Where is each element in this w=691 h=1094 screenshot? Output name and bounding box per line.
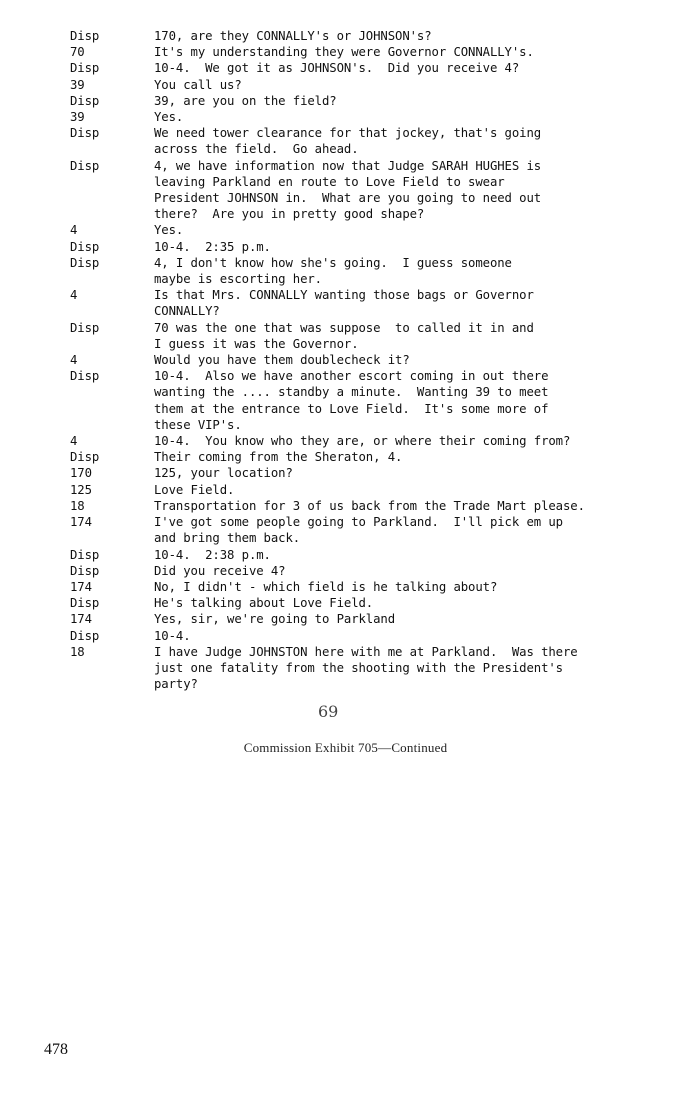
- transcript-line: [0, 660, 691, 676]
- transcript-line: [0, 514, 691, 530]
- utterance-text: maybe is escorting her.: [154, 272, 322, 287]
- transcript-line: [0, 595, 691, 611]
- speaker-label: 170: [70, 466, 92, 481]
- utterance-text: We need tower clearance for that jockey, that's going: [154, 126, 542, 141]
- utterance-text: across the field. Go ahead.: [154, 142, 359, 157]
- utterance-text: 10-4. You know who they are, or where their coming from?: [154, 434, 571, 449]
- transcript-line: [0, 271, 691, 287]
- transcript-line: [0, 109, 691, 125]
- utterance-text: 10-4. 2:35 p.m.: [154, 239, 271, 254]
- transcript-line: [0, 676, 691, 692]
- speaker-label: 18: [70, 644, 85, 659]
- page-number: 478: [44, 1041, 68, 1058]
- utterance-text: He's talking about Love Field.: [154, 596, 374, 611]
- transcript-line: [0, 579, 691, 595]
- page-code: 69: [318, 702, 339, 721]
- transcript-line: [0, 417, 691, 433]
- speaker-label: 4: [70, 434, 78, 449]
- transcript-line: [0, 368, 691, 384]
- transcript-line: [0, 28, 691, 44]
- transcript-line: [0, 465, 691, 481]
- speaker-label: [0, 303, 154, 319]
- transcript-line: [0, 628, 691, 644]
- speaker-label: [0, 417, 154, 433]
- speaker-label: 4: [70, 288, 78, 303]
- speaker-label: Disp: [70, 126, 100, 141]
- speaker-label: [0, 206, 154, 222]
- speaker-label: Disp: [70, 450, 100, 465]
- speaker-label: 18: [70, 498, 85, 513]
- speaker-label: 4: [70, 223, 78, 238]
- speaker-label: Disp: [70, 596, 100, 611]
- speaker-label: [0, 676, 154, 692]
- utterance-text: these VIP's.: [154, 417, 242, 432]
- utterance-text: President JOHNSON in. What are you going to need out: [154, 191, 542, 206]
- utterance-text: 39, are you on the field?: [154, 93, 337, 108]
- transcript-line: [0, 547, 691, 563]
- utterance-text: 70 was the one that was suppose to called it in and: [154, 320, 534, 335]
- speaker-label: Disp: [70, 29, 100, 43]
- transcript-line: [0, 239, 691, 255]
- transcript-line: [0, 449, 691, 465]
- utterance-text: I have Judge JOHNSTON here with me at Parkland. Was there: [154, 644, 578, 659]
- speaker-label: Disp: [70, 93, 100, 108]
- speaker-label: Disp: [70, 547, 100, 562]
- transcript-line: [0, 336, 691, 352]
- transcript-line: [0, 320, 691, 336]
- transcript-line: [0, 158, 691, 174]
- speaker-label: 4: [70, 353, 78, 368]
- utterance-text: 10-4. We got it as JOHNSON's. Did you receive 4?: [154, 61, 520, 76]
- utterance-text: party?: [154, 677, 198, 692]
- speaker-label: Disp: [70, 158, 100, 173]
- utterance-text: Is that Mrs. CONNALLY wanting those bags or Governor: [154, 288, 534, 303]
- utterance-text: I guess it was the Governor.: [154, 336, 359, 351]
- speaker-label: [0, 660, 154, 676]
- utterance-text: No, I didn't - which field is he talking about?: [154, 579, 498, 594]
- speaker-label: Disp: [70, 239, 100, 254]
- speaker-label: 174: [70, 612, 92, 627]
- transcript-line: [0, 141, 691, 157]
- transcript-line: [0, 384, 691, 400]
- exhibit-caption: Commission Exhibit 705—Continued: [243, 740, 448, 755]
- speaker-label: 39: [70, 110, 85, 125]
- utterance-text: there? Are you in pretty good shape?: [154, 207, 425, 222]
- speaker-label: Disp: [70, 563, 100, 578]
- transcript-line: [0, 44, 691, 60]
- speaker-label: Disp: [70, 255, 100, 270]
- speaker-label: 174: [70, 515, 92, 530]
- utterance-text: 10-4.: [154, 628, 191, 643]
- utterance-text: 4, we have information now that Judge SARAH HUGHES is: [154, 158, 542, 173]
- transcript-line: [0, 482, 691, 498]
- utterance-text: CONNALLY?: [154, 304, 220, 319]
- speaker-label: Disp: [70, 628, 100, 643]
- transcript-line: [0, 125, 691, 141]
- utterance-text: 125, your location?: [154, 466, 293, 481]
- speaker-label: Disp: [70, 320, 100, 335]
- speaker-label: Disp: [70, 369, 100, 384]
- speaker-label: [0, 174, 154, 190]
- transcript-line: [0, 174, 691, 190]
- transcript-line: [0, 60, 691, 76]
- utterance-text: and bring them back.: [154, 531, 301, 546]
- transcript-line: [0, 77, 691, 93]
- speaker-label: [0, 336, 154, 352]
- transcript-line: [0, 498, 691, 514]
- utterance-text: You call us?: [154, 77, 242, 92]
- utterance-text: Their coming from the Sheraton, 4.: [154, 450, 403, 465]
- transcript-line: [0, 563, 691, 579]
- transcript-line: [0, 255, 691, 271]
- utterance-text: Transportation for 3 of us back from the Trade Mart please.: [154, 498, 585, 513]
- utterance-text: wanting the .... standby a minute. Wanting 39 to meet: [154, 385, 549, 400]
- speaker-label: [0, 271, 154, 287]
- transcript-line: [0, 222, 691, 238]
- speaker-label: Disp: [70, 61, 100, 76]
- utterance-text: Yes.: [154, 223, 184, 238]
- transcript-line: [0, 287, 691, 303]
- transcript-line: [0, 401, 691, 417]
- utterance-text: Did you receive 4?: [154, 563, 286, 578]
- utterance-text: Would you have them doublecheck it?: [154, 353, 410, 368]
- speaker-label: 39: [70, 77, 85, 92]
- transcript-line: [0, 303, 691, 319]
- speaker-label: 174: [70, 579, 92, 594]
- radio-transcript: [0, 28, 691, 692]
- transcript-line: [0, 611, 691, 627]
- utterance-text: just one fatality from the shooting with the President's: [154, 660, 563, 675]
- speaker-label: 70: [70, 45, 85, 60]
- utterance-text: Love Field.: [154, 482, 235, 497]
- transcript-line: [0, 93, 691, 109]
- speaker-label: [0, 401, 154, 417]
- transcript-line: [0, 433, 691, 449]
- utterance-text: Yes.: [154, 110, 184, 125]
- utterance-text: 10-4. 2:38 p.m.: [154, 547, 271, 562]
- transcript-line: [0, 352, 691, 368]
- utterance-text: It's my understanding they were Governor CONNALLY's.: [154, 45, 534, 60]
- transcript-line: [0, 206, 691, 222]
- utterance-text: them at the entrance to Love Field. It's some more of: [154, 401, 549, 416]
- transcript-line: [0, 190, 691, 206]
- utterance-text: 170, are they CONNALLY's or JOHNSON's?: [154, 29, 432, 43]
- speaker-label: 125: [70, 482, 92, 497]
- speaker-label: [0, 141, 154, 157]
- utterance-text: I've got some people going to Parkland. I'll pick em up: [154, 515, 563, 530]
- speaker-label: [0, 530, 154, 546]
- speaker-label: [0, 384, 154, 400]
- transcript-line: [0, 530, 691, 546]
- utterance-text: 4, I don't know how she's going. I guess someone: [154, 255, 512, 270]
- utterance-text: 10-4. Also we have another escort coming in out there: [154, 369, 549, 384]
- utterance-text: leaving Parkland en route to Love Field to swear: [154, 174, 505, 189]
- utterance-text: Yes, sir, we're going to Parkland: [154, 612, 396, 627]
- speaker-label: [0, 190, 154, 206]
- transcript-line: [0, 644, 691, 660]
